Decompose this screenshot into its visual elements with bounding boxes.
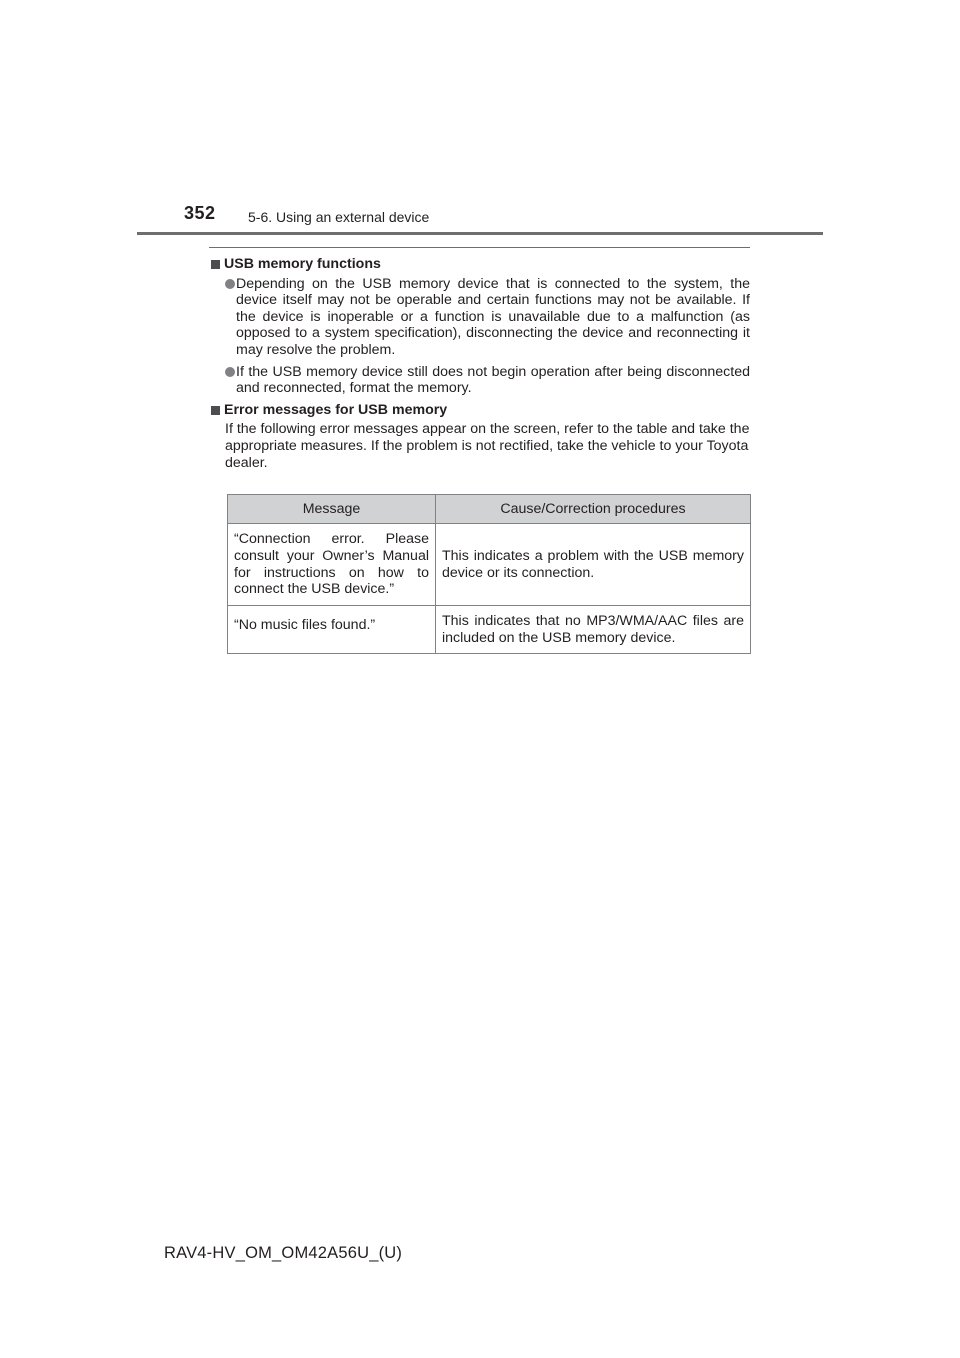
cause-cell: This indicates a problem with the USB memory device or its connection.: [436, 524, 751, 606]
square-bullet-icon: [211, 406, 220, 415]
message-cell: “No music files found.”: [228, 606, 436, 654]
header-rule: [137, 232, 823, 235]
cause-cell: This indicates that no MP3/WMA/AAC files are included on the USB memory device.: [436, 606, 751, 654]
bullet-item: [210, 364, 750, 397]
message-cell: “Connection error. Please consult your Owner’s Manual for instructions on how to connect the USB device.”: [228, 524, 436, 606]
error-messages-table: [227, 494, 751, 654]
document-code: RAV4-HV_OM_OM42A56U_(U): [164, 1244, 403, 1262]
bullet-item: [210, 276, 750, 359]
content-body: [210, 256, 750, 471]
header-message: Message: [228, 495, 436, 524]
page-header: [0, 0, 960, 240]
circle-bullet-icon: [225, 367, 235, 377]
circle-bullet-icon: [225, 279, 235, 289]
section-title: 5-6. Using an external device: [248, 209, 430, 225]
usb-functions-heading: [210, 256, 750, 273]
content-rule: [209, 247, 750, 248]
page-number: 352: [184, 203, 216, 223]
table-row: [228, 606, 751, 654]
bullet-text: If the USB memory device still does not begin operation after being disconnected and reconnected, format the memory.: [236, 363, 750, 397]
header-cause: Cause/Correction procedures: [436, 495, 751, 524]
square-bullet-icon: [211, 260, 220, 269]
error-messages-heading: [210, 402, 750, 419]
table-header-row: [228, 495, 751, 524]
error-messages-heading-text: Error messages for USB memory: [224, 401, 448, 418]
bullet-text: Depending on the USB memory device that is connected to the system, the device itself may not be operable and certain functions may not be available. If the device is inoperable or a function is unavailable due to a malfunction (as opposed to a system specification), disconnecting the device and reconnecting it may resolve the problem.: [236, 275, 750, 358]
table-row: [228, 524, 751, 606]
usb-functions-heading-text: USB memory functions: [224, 256, 381, 272]
error-messages-intro: If the following error messages appear on the screen, refer to the table and take the appropriate measures. If the problem is not rectified, take the vehicle to your Toyota dealer.: [225, 421, 750, 471]
